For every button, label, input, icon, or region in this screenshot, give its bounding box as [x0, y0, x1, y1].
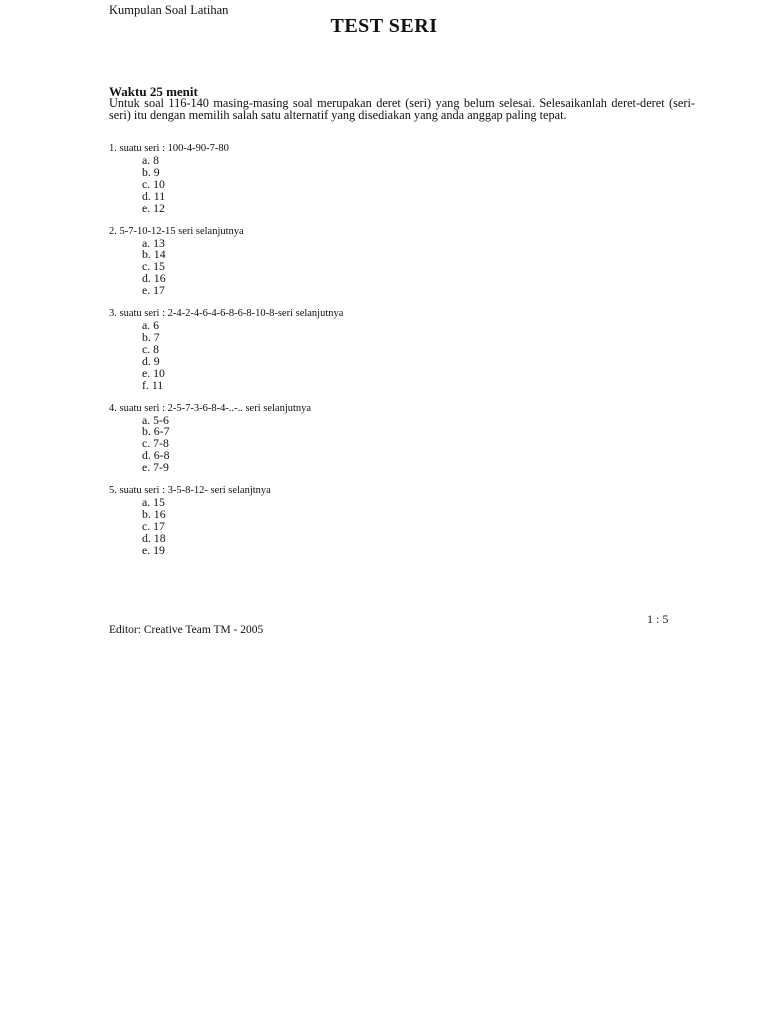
- question-4: [109, 403, 699, 475]
- answer-option-e: e. 17: [142, 283, 165, 298]
- footer-editor-credit: Editor: Creative Team TM - 2005: [109, 624, 264, 636]
- answer-option-c: c. 7-8: [142, 436, 169, 451]
- answer-option-b: b. 6-7: [142, 424, 170, 439]
- answer-option-e: e. 7-9: [142, 460, 169, 475]
- answer-option-a: a. 15: [142, 495, 165, 510]
- answer-option-f: f. 11: [142, 377, 164, 392]
- answer-option-c: c. 17: [142, 518, 165, 533]
- answer-options: [109, 497, 699, 557]
- question-stem: 5. suatu seri : 3-5-8-12- seri selanjtnya: [109, 485, 271, 497]
- answer-options: [109, 155, 699, 215]
- answer-options: [109, 320, 699, 391]
- answer-option-a: a. 8: [142, 153, 160, 167]
- answer-option-e: e. 19: [142, 542, 165, 557]
- answer-option-d: d. 18: [142, 530, 166, 545]
- answer-option-a: a. 5-6: [142, 412, 169, 427]
- answer-option-c: c. 10: [142, 176, 165, 191]
- answer-option-d: d. 9: [142, 353, 160, 368]
- answer-option-b: b. 14: [142, 247, 166, 262]
- answer-option-a: a. 13: [142, 235, 165, 250]
- question-3: [109, 308, 699, 391]
- answer-option-d: d. 11: [142, 188, 166, 203]
- answer-options: [109, 235, 699, 298]
- question-stem: 4. suatu seri : 2-5-7-3-6-8-4-..-.. seri selanjutnya: [109, 402, 312, 414]
- question-stem: 3. suatu seri : 2-4-2-4-6-4-6-8-6-8-10-8-seri selanjutnya: [109, 308, 344, 320]
- answer-option-b: b. 9: [142, 164, 160, 179]
- question-stem: 1. suatu seri : 100-4-90-7-80: [109, 143, 229, 154]
- page-number: 1 : 5: [647, 612, 669, 626]
- answer-option-e: e. 12: [142, 200, 165, 215]
- question-5: [109, 485, 699, 557]
- answer-option-c: c. 15: [142, 259, 165, 274]
- running-header: Kumpulan Soal Latihan: [109, 3, 229, 17]
- question-stem: 2. 5-7-10-12-15 seri selanjutnya: [109, 225, 244, 237]
- answer-option-c: c. 8: [142, 341, 160, 356]
- time-limit-heading: Waktu 25 menit: [109, 84, 198, 99]
- answer-option-b: b. 7: [142, 329, 160, 344]
- answer-option-d: d. 6-8: [142, 448, 170, 463]
- instructions-paragraph: Untuk soal 116-140 masing-masing soal merupakan deret (seri) yang belum selesai. Selesaikanlah deret-deret (seri-seri) itu dengan memilih salah satu alternatif yang disediakan yang anda anggap paling tepat.: [109, 96, 695, 123]
- document-title: TEST SERI: [330, 15, 438, 37]
- question-1: [109, 143, 699, 215]
- answer-option-b: b. 16: [142, 506, 166, 521]
- answer-option-a: a. 6: [142, 318, 160, 333]
- question-2: [109, 226, 699, 298]
- answer-options: [109, 412, 699, 475]
- question-list: [109, 143, 699, 568]
- answer-option-d: d. 16: [142, 271, 166, 286]
- answer-option-e: e. 10: [142, 365, 165, 380]
